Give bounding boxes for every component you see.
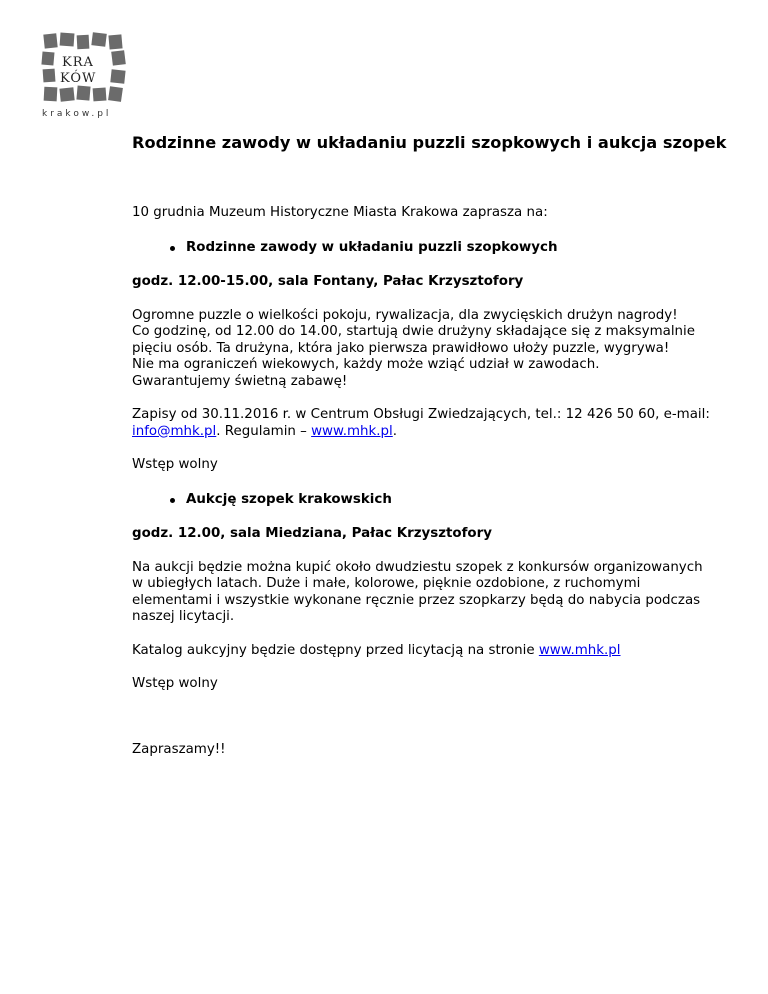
event1-bullet: Rodzinne zawody w układaniu puzzli szopkowych [170, 240, 752, 257]
event2-time: godz. 12.00, sala Miedziana, Pałac Krzysztofory [132, 526, 492, 541]
event2-desc-line: naszej licytacji. [132, 609, 235, 624]
event2-entry: Wstęp wolny [132, 676, 218, 691]
logo-url: krakow.pl [42, 109, 112, 119]
event1-entry: Wstęp wolny [132, 457, 218, 472]
document-content [132, 132, 752, 758]
closing-text: Zapraszamy!! [132, 741, 226, 757]
event1-desc-line: Ogromne puzzle o wielkości pokoju, rywalizacja, dla zwycięskich drużyn nagrody! [132, 307, 678, 323]
event1-desc-line: Nie ma ograniczeń wiekowych, każdy może wziąć udział w zawodach. [132, 357, 600, 372]
regulations-text: . Regulamin – [216, 423, 312, 439]
catalog-text: Katalog aukcyjny będzie dostępny przed licytacją na stronie [132, 642, 539, 658]
logo-word-top: KRA [62, 55, 94, 70]
event1-signup [132, 407, 752, 440]
regulations-link[interactable]: www.mhk.pl [311, 423, 393, 439]
event2-desc-line: w ubiegłych latach. Duże i małe, kolorowe, pięknie ozdobione, z ruchomymi [132, 576, 641, 591]
page-title: Rodzinne zawody w układaniu puzzli szopkowych i aukcja szopek [132, 133, 727, 152]
event1-desc-line: Gwarantujemy świetną zabawę! [132, 373, 348, 389]
event1-time: godz. 12.00-15.00, sala Fontany, Pałac Krzysztofory [132, 274, 524, 289]
intro-text: 10 grudnia Muzeum Historyczne Miasta Krakowa zaprasza na: [132, 205, 548, 220]
event1-desc-line: pięciu osób. Ta drużyna, która jako pierwsza prawidłowo ułoży puzzle, wygrywa! [132, 340, 670, 356]
event2-bullet: Aukcję szopek krakowskich [170, 492, 752, 509]
logo-word-bottom: KÓW [60, 71, 97, 86]
krakow-logo [40, 32, 130, 120]
signup-links-line [132, 424, 752, 441]
event2-description [132, 560, 752, 626]
event1-description [132, 308, 752, 391]
signup-text: Zapisy od 30.11.2016 r. w Centrum Obsługi Zwiedzających, tel.: 12 426 50 60, e-mail: [132, 407, 710, 422]
event2-desc-line: Na aukcji będzie można kupić około dwudziestu szopek z konkursów organizowanych [132, 559, 703, 575]
catalog-link[interactable]: www.mhk.pl [538, 642, 621, 658]
event2-desc-line: elementami i wszystkie wykonane ręcznie przez szopkarzy będą do nabycia podczas [132, 592, 701, 608]
email-link[interactable]: info@mhk.pl [132, 423, 217, 439]
event2-catalog [132, 643, 752, 660]
event1-desc-line: Co godzinę, od 12.00 do 14.00, startują dwie drużyny składające się z maksymalnie [132, 324, 695, 339]
period: . [392, 423, 398, 439]
krakow-logo-graphic [40, 32, 130, 120]
